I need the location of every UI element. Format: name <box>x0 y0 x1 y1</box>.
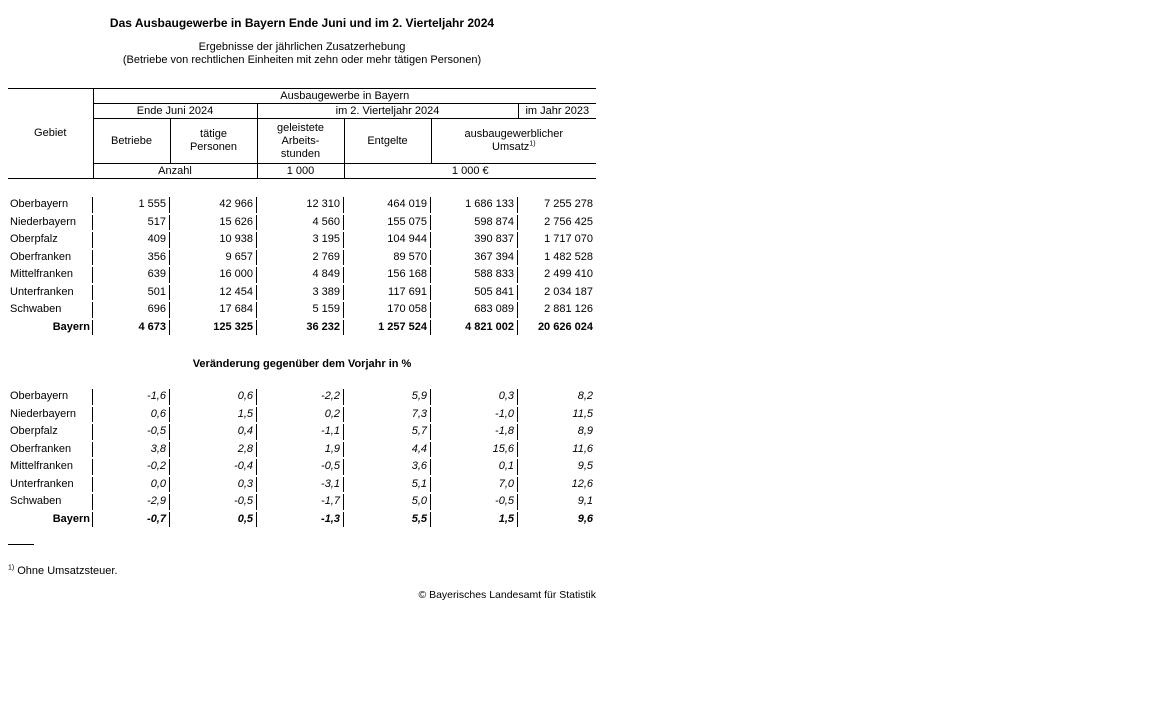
cell-betriebe: 356 <box>93 250 170 266</box>
header-taetige-personen: tätige Personen <box>170 119 257 164</box>
cell-betriebe: -0,7 <box>93 512 170 528</box>
page-title: Das Ausbaugewerbe in Bayern Ende Juni und im 2. Vierteljahr 2024 <box>109 16 495 30</box>
cell-personen: 125 325 <box>170 320 257 336</box>
cell-entgelte: 7,3 <box>344 407 431 423</box>
change-section-heading: Veränderung gegenüber dem Vorjahr in % <box>192 358 412 370</box>
unit-1000: 1 000 <box>257 164 344 179</box>
header-umsatz: ausbaugewerblicher Umsatz$^{1)}$ <box>431 119 596 164</box>
cell-entgelte: 117 691 <box>344 285 431 301</box>
cell-umsatz-2024: 598 874 <box>431 215 518 231</box>
cell-umsatz-2023: 2 499 410 <box>544 268 593 280</box>
cell-stunden: 4 560 <box>257 215 344 231</box>
cell-entgelte: 156 168 <box>344 267 431 283</box>
region-label: Oberfranken <box>8 442 93 458</box>
unit-1000-eur: 1 000 € <box>344 164 596 179</box>
cell-stunden: -1,1 <box>257 424 344 440</box>
region-label: Mittelfranken <box>8 267 93 283</box>
cell-umsatz-2023: 2 881 126 <box>544 303 593 315</box>
cell-betriebe: -2,9 <box>93 494 170 510</box>
footnote <box>8 565 596 577</box>
cell-umsatz-2024: 1,5 <box>431 512 518 528</box>
cell-personen: 16 000 <box>170 267 257 283</box>
cell-betriebe: 501 <box>93 285 170 301</box>
cell-umsatz-2024: 683 089 <box>431 302 518 318</box>
cell-personen: -0,5 <box>170 494 257 510</box>
cell-entgelte: 5,7 <box>344 424 431 440</box>
cell-personen: 12 454 <box>170 285 257 301</box>
cell-entgelte: 4,4 <box>344 442 431 458</box>
cell-umsatz-2024: -1,0 <box>431 407 518 423</box>
cell-umsatz-2023: 11,6 <box>572 442 593 455</box>
cell-umsatz-2024: -0,5 <box>431 494 518 510</box>
table-row <box>8 459 596 475</box>
cell-betriebe: -1,6 <box>93 389 170 405</box>
cell-personen: 0,3 <box>170 477 257 493</box>
cell-personen: 9 657 <box>170 250 257 266</box>
cell-personen: 1,5 <box>170 407 257 423</box>
cell-personen: 42 966 <box>170 197 257 213</box>
table-row <box>8 215 596 231</box>
cell-entgelte: 5,9 <box>344 389 431 405</box>
footnote-separator <box>8 544 34 545</box>
cell-umsatz-2023: 9,5 <box>577 460 593 472</box>
cell-stunden: 12 310 <box>257 197 344 213</box>
table-row <box>8 197 596 213</box>
cell-umsatz-2024: 367 394 <box>431 250 518 266</box>
cell-stunden: 0,2 <box>257 407 344 423</box>
cell-personen: 0,4 <box>170 424 257 440</box>
cell-stunden: -1,3 <box>257 512 344 528</box>
cell-stunden: -1,7 <box>257 494 344 510</box>
cell-umsatz-2024: 588 833 <box>431 267 518 283</box>
region-label: Mittelfranken <box>8 459 93 475</box>
table-row <box>8 494 596 510</box>
copyright-notice: © Bayerisches Landesamt für Statistik <box>418 589 596 601</box>
document-page <box>8 0 596 601</box>
absolute-values-table <box>8 195 596 337</box>
table-row <box>8 250 596 266</box>
region-label: Unterfranken <box>8 477 93 493</box>
cell-umsatz-2023: 1 717 070 <box>544 233 593 245</box>
cell-stunden: 5 159 <box>257 302 344 318</box>
cell-umsatz-2023: 9,6 <box>577 512 593 525</box>
cell-entgelte: 170 058 <box>344 302 431 318</box>
cell-personen: 10 938 <box>170 232 257 248</box>
unit-anzahl: Anzahl <box>158 164 192 177</box>
table-row <box>8 285 596 301</box>
cell-stunden: -2,2 <box>257 389 344 405</box>
table-row <box>8 407 596 423</box>
cell-entgelte: 3,6 <box>344 459 431 475</box>
cell-umsatz-2024: 505 841 <box>431 285 518 301</box>
cell-entgelte: 464 019 <box>344 197 431 213</box>
cell-umsatz-2024: 0,1 <box>431 459 518 475</box>
footnote-text: Ohne Umsatzsteuer. <box>17 565 118 577</box>
cell-entgelte: 155 075 <box>344 215 431 231</box>
cell-betriebe: -0,2 <box>93 459 170 475</box>
table-row-total-bayern <box>8 512 596 528</box>
region-label: Bayern <box>8 512 93 528</box>
table-header <box>8 88 596 179</box>
header-ausbaugewerbe-bayern: Ausbaugewerbe in Bayern <box>93 89 596 104</box>
table-row <box>8 267 596 283</box>
cell-betriebe: 3,8 <box>93 442 170 458</box>
cell-stunden: 36 232 <box>257 320 344 336</box>
table-row <box>8 302 596 318</box>
cell-entgelte: 5,5 <box>344 512 431 528</box>
cell-entgelte: 1 257 524 <box>344 320 431 336</box>
cell-umsatz-2024: 7,0 <box>431 477 518 493</box>
cell-stunden: -0,5 <box>257 459 344 475</box>
subtitle-line-2: (Betriebe von rechtlichen Einheiten mit zehn oder mehr tätigen Personen) <box>122 54 482 66</box>
cell-stunden: -3,1 <box>257 477 344 493</box>
region-label: Bayern <box>8 320 93 336</box>
table-row <box>8 389 596 405</box>
cell-umsatz-2023: 2 034 187 <box>544 285 593 298</box>
cell-betriebe: 409 <box>93 232 170 248</box>
cell-personen: 0,6 <box>170 389 257 405</box>
header-q2-2024: im 2. Vierteljahr 2024 <box>257 104 518 119</box>
cell-betriebe: 0,6 <box>93 407 170 423</box>
header-ende-juni-2024: Ende Juni 2024 <box>93 104 257 119</box>
cell-personen: -0,4 <box>170 459 257 475</box>
table-row <box>8 442 596 458</box>
region-label: Oberpfalz <box>8 424 93 440</box>
cell-umsatz-2023: 8,9 <box>577 425 593 437</box>
region-label: Oberbayern <box>8 197 93 213</box>
cell-umsatz-2024: 15,6 <box>431 442 518 458</box>
cell-betriebe: 0,0 <box>93 477 170 493</box>
cell-personen: 17 684 <box>170 302 257 318</box>
footnote-marker: 1) <box>8 564 15 572</box>
cell-personen: 15 626 <box>170 215 257 231</box>
cell-betriebe: 517 <box>93 215 170 231</box>
percentage-change-table <box>8 387 596 529</box>
subtitle <box>8 41 596 67</box>
region-label: Schwaben <box>8 302 93 318</box>
cell-umsatz-2023: 2 756 425 <box>544 215 593 228</box>
cell-entgelte: 89 570 <box>344 250 431 266</box>
cell-umsatz-2023: 9,1 <box>577 495 593 507</box>
header-gebiet: Gebiet <box>8 89 93 179</box>
header-arbeitsstunden: geleistete Arbeits- stunden <box>257 119 344 164</box>
cell-umsatz-2023: 8,2 <box>577 390 593 402</box>
cell-personen: 0,5 <box>170 512 257 528</box>
cell-betriebe: 4 673 <box>93 320 170 336</box>
cell-stunden: 4 849 <box>257 267 344 283</box>
region-label: Unterfranken <box>8 285 93 301</box>
region-label: Oberbayern <box>8 389 93 405</box>
cell-umsatz-2024: 390 837 <box>431 232 518 248</box>
region-label: Oberpfalz <box>8 232 93 248</box>
cell-umsatz-2024: 0,3 <box>431 389 518 405</box>
region-label: Niederbayern <box>8 215 93 231</box>
table-row-total-bayern <box>8 320 596 336</box>
cell-entgelte: 5,1 <box>344 477 431 493</box>
header-entgelte: Entgelte <box>344 119 431 164</box>
cell-entgelte: 5,0 <box>344 494 431 510</box>
cell-stunden: 3 195 <box>257 232 344 248</box>
cell-umsatz-2023: 20 626 024 <box>537 320 593 333</box>
cell-betriebe: -0,5 <box>93 424 170 440</box>
cell-betriebe: 696 <box>93 302 170 318</box>
cell-umsatz-2023: 7 255 278 <box>544 198 593 210</box>
cell-stunden: 1,9 <box>257 442 344 458</box>
cell-umsatz-2023: 12,6 <box>571 477 593 490</box>
cell-umsatz-2024: 1 686 133 <box>431 197 518 213</box>
header-betriebe: Betriebe <box>93 119 170 164</box>
cell-stunden: 2 769 <box>257 250 344 266</box>
cell-personen: 2,8 <box>170 442 257 458</box>
cell-betriebe: 639 <box>93 267 170 283</box>
cell-umsatz-2023: 11,5 <box>572 407 593 420</box>
cell-stunden: 3 389 <box>257 285 344 301</box>
cell-umsatz-2023: 1 482 528 <box>544 250 593 263</box>
table-row <box>8 424 596 440</box>
cell-entgelte: 104 944 <box>344 232 431 248</box>
table-row <box>8 477 596 493</box>
region-label: Schwaben <box>8 494 93 510</box>
subtitle-line-1: Ergebnisse der jährlichen Zusatzerhebung <box>198 41 406 53</box>
footnote-marker: 1) <box>529 140 536 148</box>
header-jahr-2023: im Jahr 2023 <box>518 104 596 119</box>
cell-betriebe: 1 555 <box>93 197 170 213</box>
cell-umsatz-2024: -1,8 <box>431 424 518 440</box>
table-row <box>8 232 596 248</box>
region-label: Niederbayern <box>8 407 93 423</box>
region-label: Oberfranken <box>8 250 93 266</box>
cell-umsatz-2024: 4 821 002 <box>431 320 518 336</box>
